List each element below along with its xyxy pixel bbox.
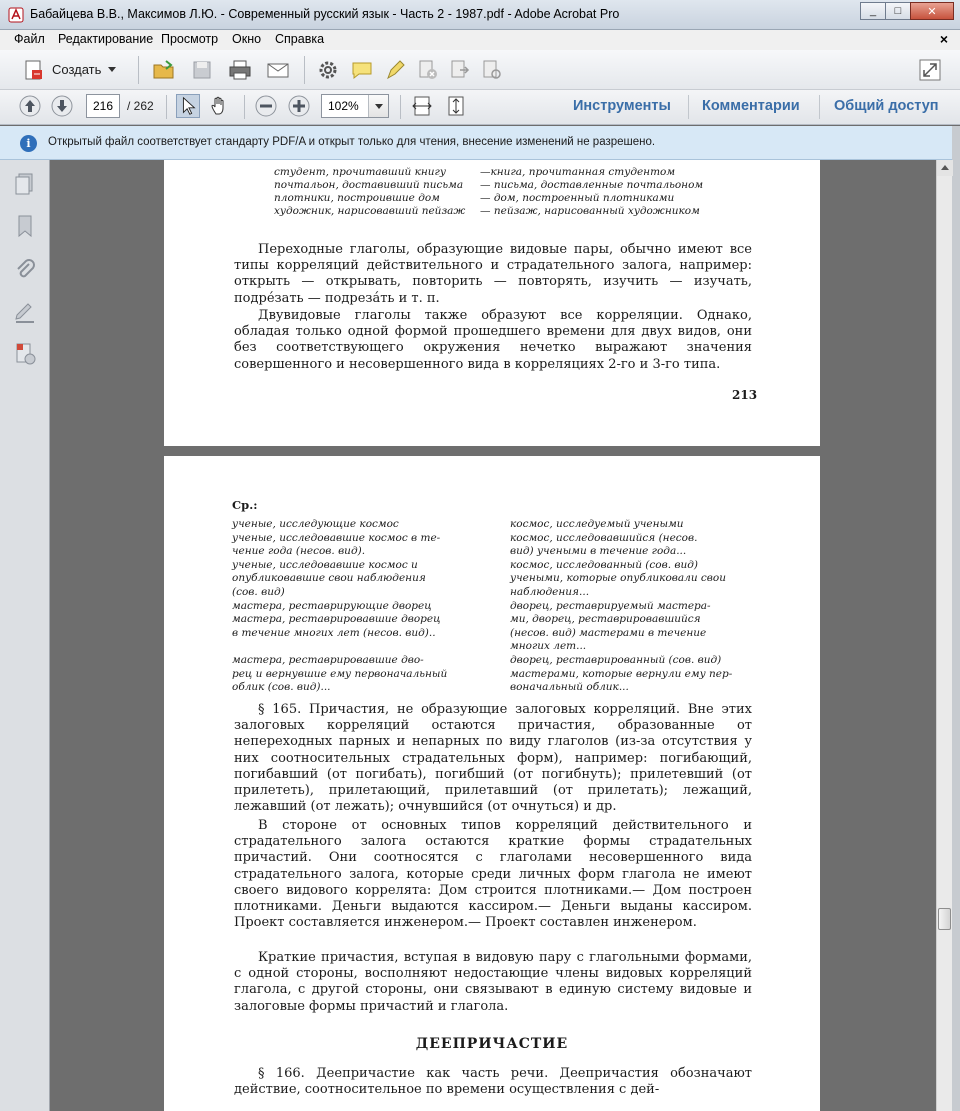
menu-file[interactable]: Файл — [14, 32, 45, 46]
menu-bar — [0, 30, 960, 50]
email-icon[interactable] — [266, 58, 290, 82]
maximize-button[interactable]: □ — [885, 2, 911, 20]
zoom-in-icon[interactable] — [287, 94, 311, 118]
example-row: почтальон, доставивший письма — письма, доставленные почтальоном — [274, 179, 704, 191]
paragraph: В стороне от основных типов корреляций действительного и страдательного залога остаются краткие формы страдательных причастий. Они соотносятся с глаголами несовершенного вида страдательного залога, которые среди личных форм глагола не имеют своего видового коррелята: Дом строится плотниками.— Дом построен плотниками. Деньги выдаются кассиром.— Деньги выданы кассиром. Проект составляется инженером.— Проект составлен инженером. — [234, 818, 752, 931]
zoom-select[interactable] — [321, 94, 389, 118]
print-icon[interactable] — [228, 58, 252, 82]
acrobat-app-icon — [8, 7, 24, 23]
pdf-page-213 — [164, 160, 820, 446]
page-total-label: / 262 — [127, 99, 154, 113]
fit-width-icon[interactable] — [410, 94, 434, 118]
fit-page-icon[interactable] — [444, 94, 468, 118]
attachments-icon[interactable] — [13, 258, 37, 282]
info-icon: i — [20, 135, 37, 152]
menu-window[interactable]: Окно — [232, 32, 262, 46]
paragraph: Двувидовые глаголы также образуют все корреляции. Однако, обладая только одной формой прошедшего времени для двух видов, они без соответствующего окружения нечетко выражают значения совершенного и несовершенного вида в корреляциях 2-го и 3-го типа. — [234, 308, 752, 372]
signatures-icon[interactable] — [13, 300, 37, 324]
paragraph: Переходные глаголы, образующие видовые пары, обычно имеют все типы корреляций действительного и страдательного залога, например: открыть — открывать, повторить — повторять, изучить — изучать, подрéзать — подрезáть и т. п. — [234, 242, 752, 306]
window-title: Бабайцева В.В., Максимов Л.Ю. - Современный русский язык - Часть 2 - 1987.pdf - Adobe Acrobat Pro — [30, 7, 620, 21]
create-dropdown-icon[interactable] — [108, 67, 116, 72]
comments-panel-link[interactable]: Комментарии — [702, 98, 800, 114]
highlight-pen-icon[interactable] — [384, 58, 408, 82]
settings-gear-icon[interactable] — [316, 58, 340, 82]
scroll-up-arrow-icon[interactable] — [937, 160, 953, 176]
page-number: 213 — [732, 388, 758, 402]
info-message: Открытый файл соответствует стандарту PDF/A и открыт только для чтения, внесение изменений не разрешено. — [48, 136, 656, 148]
example-row: плотники, построившие дом — дом, построенный плотниками — [274, 192, 675, 204]
share-panel-link[interactable]: Общий доступ — [834, 98, 939, 114]
zoom-value: 102% — [328, 99, 359, 113]
full-screen-icon[interactable] — [918, 58, 942, 82]
menu-edit[interactable]: Редактирование — [58, 32, 154, 46]
page-number-input[interactable] — [86, 94, 120, 118]
tools-panel-link[interactable]: Инструменты — [573, 98, 671, 114]
layers-info-icon[interactable] — [13, 342, 37, 366]
paragraph: Краткие причастия, вступая в видовую пару с глагольными формами, с одной стороны, восполняют недостающие члены видовых корреляций глагола, с другой стороны, они связывают в единую систему видовые и залоговые формы причастий и глагола. — [234, 950, 752, 1014]
navigation-pane — [0, 160, 50, 1111]
examples-left-column: ученые, исследующие космос ученые, исследовавшие космос в те- чение года (несов. вид). ученые, исследовавшие космос и опубликовавшие свои наблюдения (сов. вид) мастера, реставрирующие дворец мастера, реставрировавшие дворец в течение многих лет (несов. вид).. мастера, реставрировавшие дво- рец и вернувшие ему первоначальный облик (сов. вид)... — [232, 518, 448, 694]
scroll-thumb[interactable] — [938, 908, 951, 930]
export-icon[interactable] — [448, 58, 472, 82]
minimize-button[interactable]: _ — [860, 2, 886, 20]
paragraph-166: § 166. Деепричастие как часть речи. Деепричастия обозначают действие, соотносительное по времени осуществления с дей- — [234, 1066, 752, 1098]
close-button[interactable]: ✕ — [910, 2, 954, 20]
pdf-page-214 — [164, 456, 820, 1111]
vertical-scrollbar[interactable] — [936, 160, 952, 1111]
examples-right-column: космос, исследуемый учеными космос, исследовавшийся (несов. вид) учеными в течение года... космос, исследованный (сов. вид) учеными, которые опубликовали свои наблюдения... дворец, реставрируемый мастера- ми, дворец, реставрировавшийся (несов. вид) мастерами в течение многих лет... дворец, реставрированный (сов. вид) мастерами, которые вернули ему пер- воначальный облик... — [510, 518, 733, 694]
section-heading: ДЕЕПРИЧАСТИЕ — [415, 1036, 569, 1052]
example-row: художник, нарисовавший пейзаж — пейзаж, нарисованный художником — [274, 205, 700, 217]
title-bar — [0, 0, 960, 30]
menu-view[interactable]: Просмотр — [161, 32, 219, 46]
window-edge — [952, 126, 960, 1111]
save-icon[interactable] — [190, 58, 214, 82]
clear-form-icon[interactable] — [416, 58, 440, 82]
document-close-button[interactable]: × — [939, 31, 948, 47]
menu-help[interactable]: Справка — [275, 32, 325, 46]
next-page-icon[interactable] — [50, 94, 74, 118]
zoom-out-icon[interactable] — [254, 94, 278, 118]
bookmarks-icon[interactable] — [13, 214, 37, 238]
open-folder-icon[interactable] — [152, 58, 176, 82]
paragraph-165: § 165. Причастия, не образующие залоговых корреляций. Вне этих залоговых корреляций остаются причастия, образованные от непереходных парных и непарных по виду глаголов (из-за отсутствия у них соотносительных страдательных форм), например: погибающий, погибавший (от погибать), погибший (от погибнуть); прилетевший (от прилететь), прилетающий, прилетавший (от прилетать); лежащий, лежавший (от лежать); очнувшийся (от очнуться) и др. — [234, 702, 752, 815]
comparison-label: Ср.: — [232, 498, 258, 512]
comment-bubble-icon[interactable] — [350, 58, 374, 82]
document-viewer[interactable] — [50, 160, 936, 1111]
create-pdf-icon[interactable] — [22, 58, 46, 82]
send-review-icon[interactable] — [480, 58, 504, 82]
zoom-dropdown-icon[interactable] — [368, 95, 388, 117]
previous-page-icon[interactable] — [18, 94, 42, 118]
example-row: студент, прочитавший книгу —книга, прочитанная студентом — [274, 166, 676, 178]
create-button[interactable]: Создать — [52, 62, 102, 77]
hand-tool-icon[interactable] — [208, 94, 232, 118]
page-thumbnails-icon[interactable] — [13, 172, 37, 196]
pdfa-info-bar — [0, 126, 952, 160]
select-cursor-icon[interactable] — [176, 94, 200, 118]
